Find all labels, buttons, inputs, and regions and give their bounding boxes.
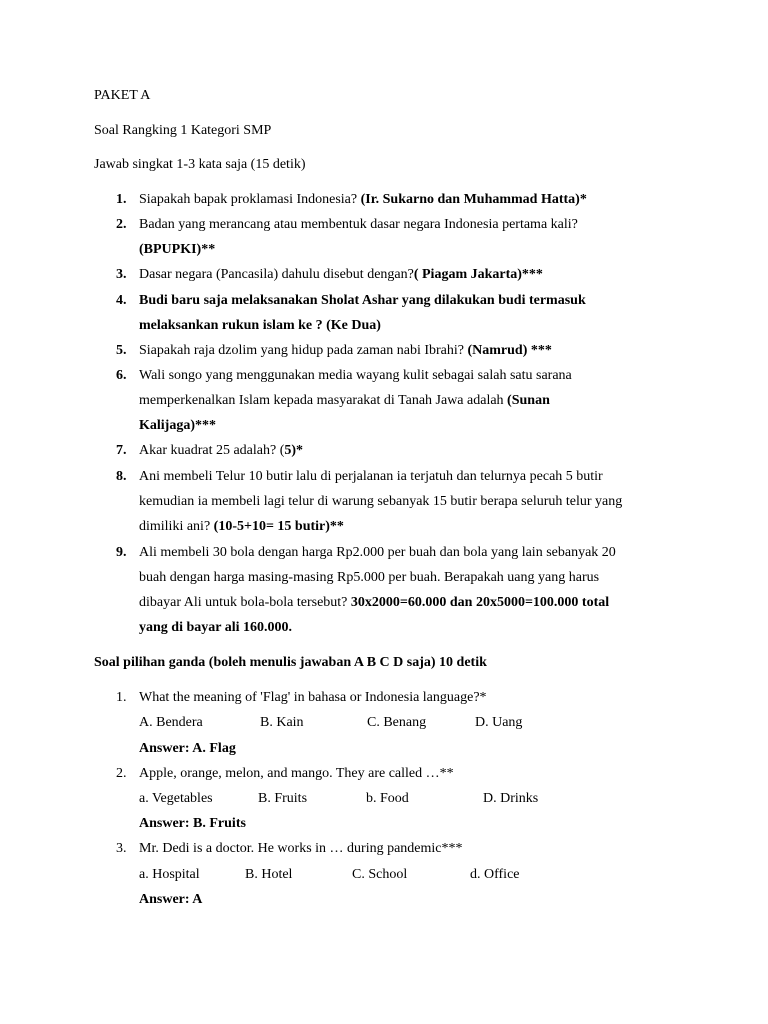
question-text: What the meaning of 'Flag' in bahasa or Indonesia language?* bbox=[139, 690, 487, 705]
section-multiple-choice-title: Soal pilihan ganda (boleh menulis jawaban A B C D saja) 10 detik bbox=[94, 655, 487, 670]
answer-text-continued: Kalijaga)*** bbox=[139, 418, 216, 433]
question-text-continued: dimiliki ani? bbox=[139, 519, 214, 534]
option-d: d. Office bbox=[470, 867, 520, 882]
answer-text: (10-5+10= 15 butir)** bbox=[213, 519, 344, 534]
option-c: C. School bbox=[352, 867, 408, 882]
answer-text: (Sunan bbox=[507, 393, 550, 408]
answer-text: ( Piagam Jakarta)*** bbox=[413, 267, 543, 282]
item-number: 7. bbox=[116, 443, 127, 458]
question-text: Akar kuadrat 25 adalah? ( bbox=[139, 443, 285, 458]
section-short-answer-title: Jawab singkat 1-3 kata saja (15 detik) bbox=[94, 157, 306, 172]
question-text-continued: memperkenalkan Islam kepada masyarakat di Tanah Jawa adalah bbox=[139, 393, 508, 408]
question-text: Wali songo yang menggunakan media wayang kulit sebagai salah satu sarana bbox=[139, 368, 572, 383]
question-text: Mr. Dedi is a doctor. He works in … during pandemic*** bbox=[139, 841, 463, 856]
answer-text: (Namrud) *** bbox=[467, 343, 552, 358]
item-number: 1. bbox=[116, 192, 127, 207]
item-number: 3. bbox=[116, 267, 127, 282]
answer-text: 30x2000=60.000 dan 20x5000=100.000 total bbox=[350, 595, 610, 610]
question-text: Siapakah bapak proklamasi Indonesia? bbox=[139, 192, 361, 207]
item-number: 3. bbox=[116, 841, 127, 856]
question-text-continued: buah dengan harga masing-masing Rp5.000 per buah. Berapakah uang yang harus bbox=[139, 570, 600, 585]
answer-text: Answer: A bbox=[139, 892, 203, 907]
item-number: 4. bbox=[116, 293, 127, 308]
item-number: 8. bbox=[116, 469, 127, 484]
item-number: 2. bbox=[116, 766, 127, 781]
paket-title: PAKET A bbox=[94, 88, 151, 103]
question-text: Ani membeli Telur 10 butir lalu di perjalanan ia terjatuh dan telurnya pecah 5 butir bbox=[139, 469, 603, 484]
option-a: a. Vegetables bbox=[139, 791, 213, 806]
option-c: b. Food bbox=[366, 791, 409, 806]
question-text-continued: kemudian ia membeli lagi telur di warung sebanyak 15 butir berapa seluruh telur yang bbox=[139, 494, 623, 509]
item-number: 5. bbox=[116, 343, 127, 358]
item-number: 9. bbox=[116, 545, 127, 560]
question-text: Apple, orange, melon, and mango. They are called …** bbox=[139, 766, 454, 781]
option-d: D. Uang bbox=[475, 715, 523, 730]
option-a: A. Bendera bbox=[139, 715, 203, 730]
answer-text: (Ir. Sukarno dan Muhammad Hatta)* bbox=[360, 192, 587, 207]
answer-text: 5)* bbox=[284, 443, 304, 458]
answer-text-continued: yang di bayar ali 160.000. bbox=[139, 620, 292, 635]
option-b: B. Hotel bbox=[245, 867, 293, 882]
question-text: Badan yang merancang atau membentuk dasar negara Indonesia pertama kali? bbox=[139, 217, 578, 232]
item-number: 6. bbox=[116, 368, 127, 383]
option-b: B. Fruits bbox=[258, 791, 308, 806]
question-text: Budi baru saja melaksanakan Sholat Ashar yang dilakukan budi termasuk bbox=[139, 293, 586, 308]
answer-text: Answer: B. Fruits bbox=[139, 816, 246, 831]
question-text: Dasar negara (Pancasila) dahulu disebut dengan? bbox=[139, 267, 414, 282]
question-text-continued: dibayar Ali untuk bola-bola tersebut? bbox=[139, 595, 351, 610]
question-text-continued: melaksankan rukun islam ke ? (Ke Dua) bbox=[139, 318, 381, 333]
option-c: C. Benang bbox=[367, 715, 427, 730]
item-number: 1. bbox=[116, 690, 127, 705]
question-text: Ali membeli 30 bola dengan harga Rp2.000 per buah dan bola yang lain sebanyak 20 bbox=[139, 545, 616, 560]
answer-text: Answer: A. Flag bbox=[139, 741, 236, 756]
option-b: B. Kain bbox=[260, 715, 304, 730]
item-number: 2. bbox=[116, 217, 127, 232]
option-a: a. Hospital bbox=[139, 867, 200, 882]
option-d: D. Drinks bbox=[483, 791, 539, 806]
answer-text: (BPUPKI)** bbox=[139, 242, 216, 257]
question-text: Siapakah raja dzolim yang hidup pada zaman nabi Ibrahi? bbox=[139, 343, 468, 358]
document-subtitle: Soal Rangking 1 Kategori SMP bbox=[94, 123, 272, 138]
